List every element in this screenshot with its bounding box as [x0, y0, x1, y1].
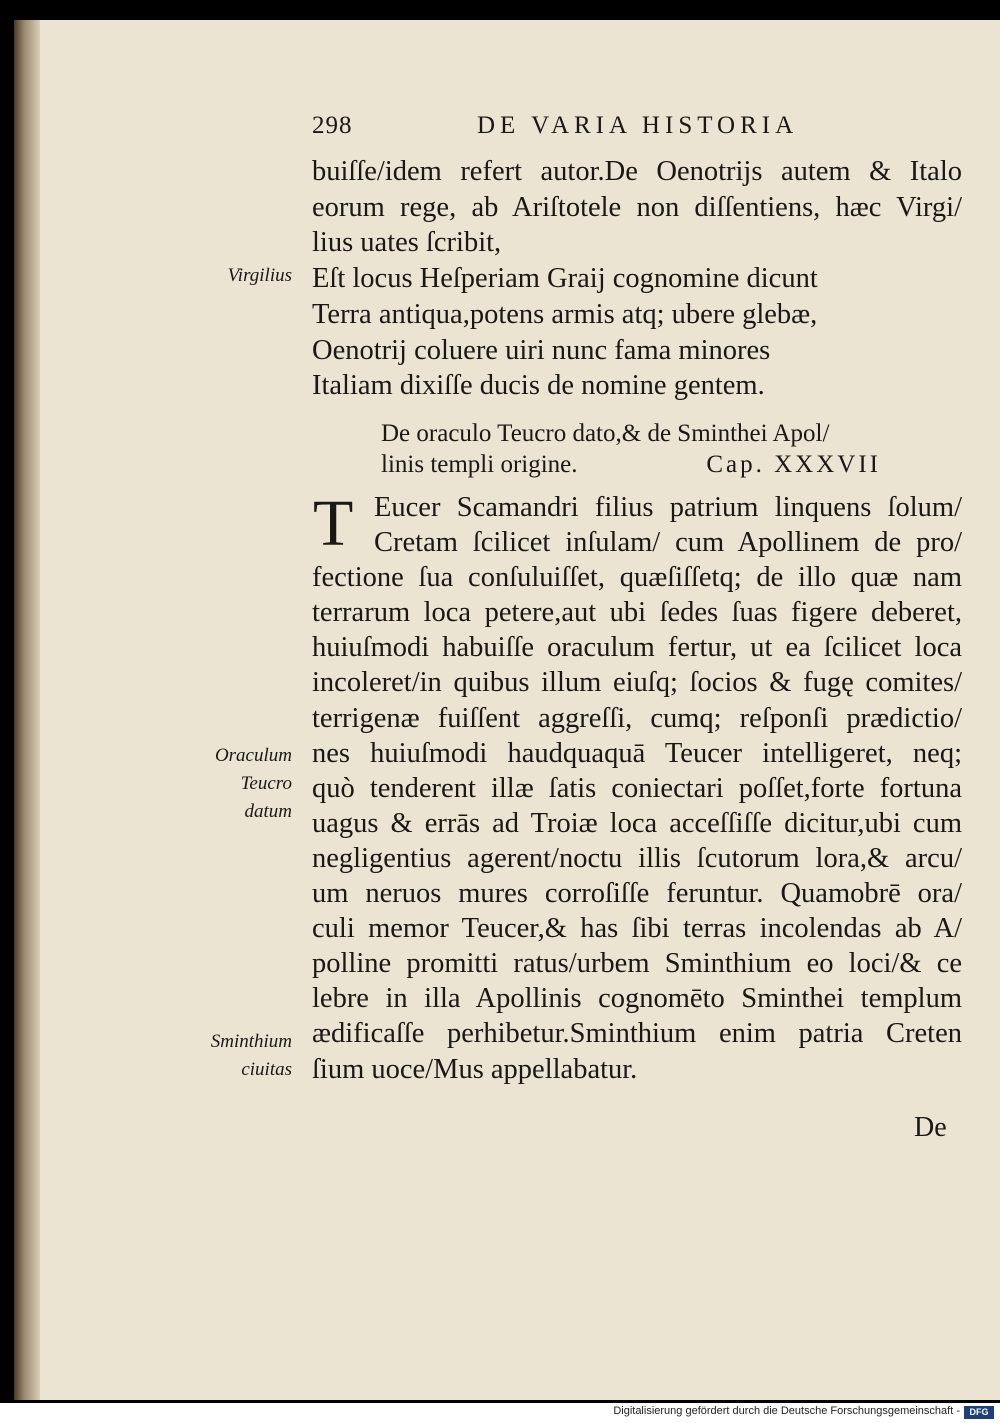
text-line: uagus & errās ad Troiæ loca acceſſiſſe dicitur,ubi cum — [312, 807, 962, 839]
text-line: fectione ſua conſuluiſſet, quæſiſſetq; de illo quæ nam — [312, 562, 962, 594]
body-text-main — [312, 487, 962, 1087]
margin-note-text: datum — [244, 801, 292, 822]
margin-note-text: Oraculum — [214, 745, 292, 766]
text-line: polline promitti ratus/urbem Sminthium eo loci/& ce — [312, 948, 962, 980]
footer-credit: Digitalisierung gefördert durch die Deutsche Forschungsgemeinschaft - — [613, 1405, 960, 1417]
text-line: quò tenderent illæ ſatis coniectari poſſet,forte fortuna — [312, 772, 962, 804]
page-edge — [14, 20, 40, 1400]
text-line: lius uates ſcribit, — [312, 227, 502, 259]
text-line: terrigenæ fuiſſent aggreſſi, cumq; reſponſi prædictio/ — [312, 702, 962, 734]
text-line: eorum rege, ab Ariſtotele non diſſentiens, hæc Virgi/ — [312, 191, 962, 223]
drop-cap: T — [313, 487, 354, 560]
text-line: huiuſmodi habuiſſe oraculum fertur, ut ea ſcilicet loca — [312, 632, 962, 664]
text-line: incoleret/in quibus illum eiuſq; ſocios & fugę comites/ — [312, 667, 962, 699]
page-number: 298 — [312, 112, 353, 139]
catchword: De — [914, 1112, 947, 1143]
verse-line: Eſt locus Heſperiam Graij cognomine dicunt — [312, 263, 818, 295]
text-line: lebre in illa Apollinis cognomēto Sminthei templum — [312, 983, 962, 1015]
digitization-footer — [0, 1403, 1000, 1423]
margin-note-text: Sminthium — [210, 1031, 292, 1052]
verse-line: Italiam dixiſſe ducis de nomine gentem. — [312, 370, 765, 402]
verse-block — [312, 261, 962, 404]
margin-note-text: Teucro — [240, 773, 292, 794]
chapter-title-line: linis templi origine. — [381, 451, 578, 478]
text-line: nes huiuſmodi haudquaquā Teucer intelligeret, neq; — [312, 737, 962, 769]
text-line: Eucer Scamandri filius patrium linquens ſolum/ — [374, 492, 962, 523]
verse-line: Terra antiqua,potens armis atq; ubere glebæ, — [312, 298, 818, 330]
verse-line: Oenotrij coluere uiri nunc fama minores — [312, 334, 771, 366]
dfg-logo: DFG — [964, 1406, 994, 1419]
margin-note-text: ciuitas — [241, 1059, 292, 1080]
margin-note-virgilius — [190, 262, 292, 290]
text-line: ædificaſſe perhibetur.Sminthium enim patria Creten — [312, 1018, 962, 1050]
margin-note-oraculum — [180, 742, 292, 826]
chapter-title-line: De oraculo Teucro dato,& de Sminthei Apol/ — [381, 420, 830, 447]
text-line: negligentius agerent/noctu illis ſcutorum lora,& arcu/ — [312, 842, 962, 874]
text-line: ſium uoce/Mus appellabatur. — [312, 1053, 638, 1085]
text-line: Cretam ſcilicet inſulam/ cum Apollinem de pro/ — [374, 527, 962, 559]
margin-note-sminthium — [170, 1028, 292, 1084]
body-text-top — [312, 154, 962, 404]
running-title: DE VARIA HISTORIA — [477, 112, 799, 139]
chapter-number: Cap. XXXVII — [706, 451, 881, 478]
text-line: um neruos mures corroſiſſe feruntur. Quamobrē ora/ — [312, 878, 962, 910]
text-line: buiſſe/idem refert autor.De Oenotrijs autem & Italo — [312, 156, 962, 187]
text-line: terrarum loca petere,aut ubi ſedes ſuas figere deberet, — [312, 597, 962, 629]
margin-note-text: Virgilius — [227, 265, 292, 286]
text-line: culi memor Teucer,& has ſibi terras incolendas ab A/ — [312, 913, 962, 945]
chapter-heading — [381, 418, 881, 480]
